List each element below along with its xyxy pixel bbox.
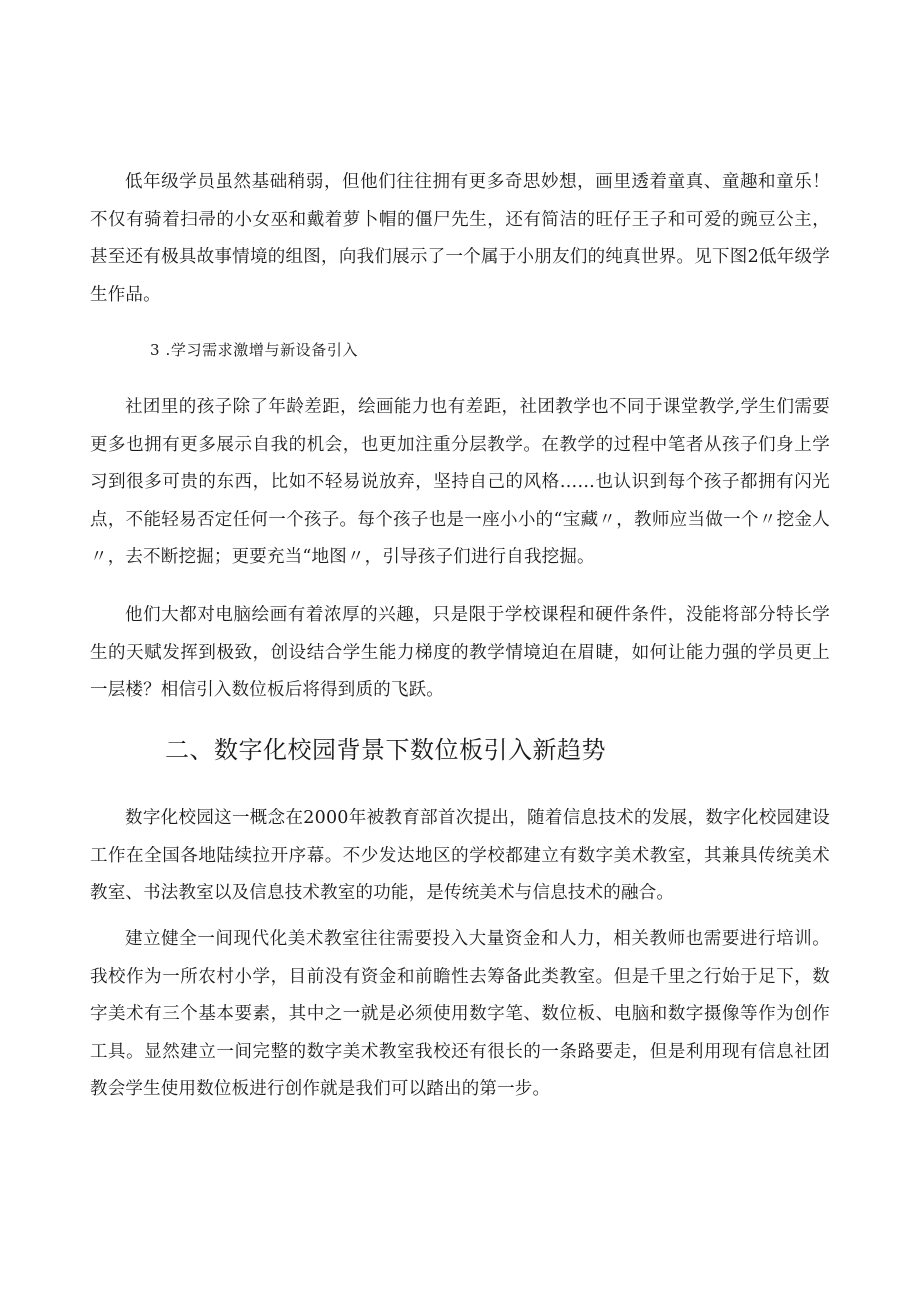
section-heading-digital-campus: 二、数字化校园背景下数位板引入新趋势 <box>165 736 606 764</box>
paragraph-club-teaching: 社团里的孩子除了年龄差距，绘画能力也有差距，社团教学也不同于课堂教学,学生们需要更多也拥有更多展示自我的机会，也更加注重分层教学。在教学的过程中笔者从孩子们身上学习到很多可贵的东西，比如不轻易说放弃，坚持自己的风格……也认识到每个孩子都拥有闪光点，不能轻易否定任何一个孩子。每个孩子也是一座小小的“宝藏〃，教师应当做一个〃挖金人〃，去不断挖掘；更要充当“地图〃，引导孩子们进行自我挖掘。 <box>90 397 830 567</box>
paragraph-digital-campus-concept: 数字化校园这一概念在2000年被教育部首次提出，随着信息技术的发展，数字化校园建设工作在全国各地陆续拉开序幕。不少发达地区的学校都建立有数字美术教室，其兼具传统美术教室、书法教室以及信息技术教室的功能，是传统美术与信息技术的融合。 <box>90 808 830 903</box>
paragraph-low-grade-students: 低年级学员虽然基础稍弱，但他们往往拥有更多奇思妙想，画里透着童真、童趣和童乐！不仅有骑着扫帚的小女巫和戴着萝卜帽的僵尸先生，还有简洁的旺仔王子和可爱的豌豆公主，甚至还有极具故事情境的组图，向我们展示了一个属于小朋友们的纯真世界。见下图2低年级学生作品。 <box>90 172 830 305</box>
paragraph-computer-drawing-interest: 他们大都对电脑绘画有着浓厚的兴趣，只是限于学校课程和硬件条件，没能将部分特长学生的天赋发挥到极致，创设结合学生能力梯度的教学情境迫在眉睫，如何让能力强的学员更上一层楼？相信引入数位板后将得到质的飞跃。 <box>90 605 830 700</box>
subheading-learning-needs: 3 .学习需求激增与新设备引入 <box>150 341 359 359</box>
paragraph-build-art-classroom: 建立健全一间现代化美术教室往往需要投入大量资金和人力，相关教师也需要进行培训。我校作为一所农村小学，目前没有资金和前瞻性去筹备此类教室。但是千里之行始于足下，数字美术有三个基本要素，其中之一就是必须使用数字笔、数位板、电脑和数字摄像等作为创作工具。显然建立一间完整的数字美术教室我校还有很长的一条路要走，但是利用现有信息社团教会学生使用数位板进行创作就是我们可以踏出的第一步。 <box>90 929 830 1099</box>
